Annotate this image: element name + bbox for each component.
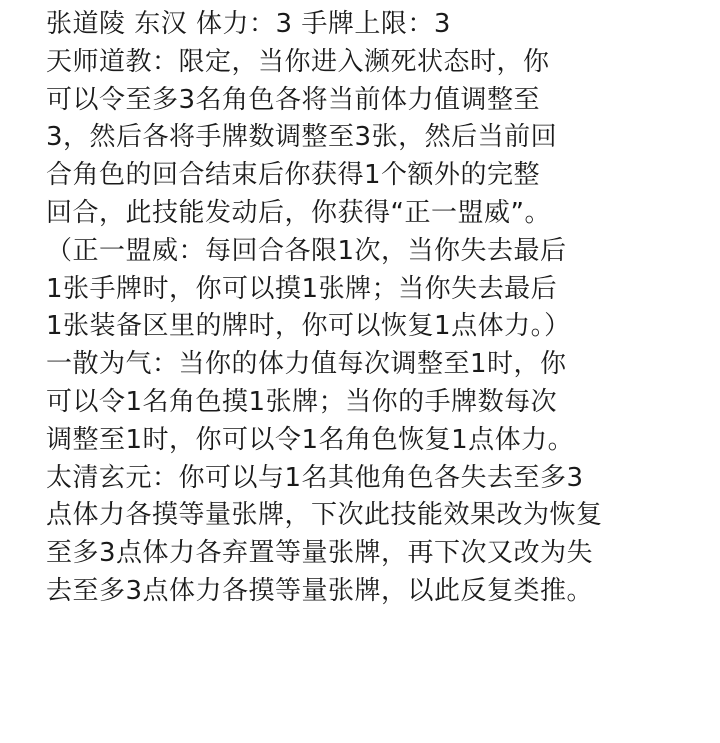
skill-zhengyi-line-3: 1张装备区里的牌时，你可以恢复1点体力。） bbox=[46, 311, 571, 342]
skill-yisan-line-2: 可以令1名角色摸1张牌；当你的手牌数每次 bbox=[46, 386, 558, 417]
skill-tianshi-line-1: 天师道教：限定，当你进入濒死状态时，你 bbox=[46, 46, 550, 77]
skill-taiqing-line-1: 太清玄元：你可以与1名其他角色各失去至多3 bbox=[46, 462, 584, 493]
skill-taiqing-line-4: 去至多3点体力各摸等量张牌，以此反复类推。 bbox=[46, 575, 594, 606]
skill-tianshi-line-2: 可以令至多3名角色各将当前体力值调整至 bbox=[46, 84, 541, 115]
general-header-line: 张道陵 东汉 体力：3 手牌上限：3 bbox=[46, 9, 451, 39]
skill-tianshi-line-4: 合角色的回合结束后你获得1个额外的完整 bbox=[46, 160, 541, 191]
skill-yisan-line-3: 调整至1时，你可以令1名角色恢复1点体力。 bbox=[46, 424, 575, 455]
skill-tianshi-line-3: 3，然后各将手牌数调整至3张，然后当前回 bbox=[46, 122, 558, 153]
skill-taiqing-line-3: 至多3点体力各弃置等量张牌，再下次又改为失 bbox=[46, 538, 594, 569]
general-card-text bbox=[46, 6, 706, 611]
skill-taiqing-line-2: 点体力各摸等量张牌，下次此技能效果改为恢复 bbox=[46, 500, 603, 531]
skill-zhengyi-line-1: （正一盟威：每回合各限1次，当你失去最后 bbox=[46, 235, 567, 266]
skill-yisan-line-1: 一散为气：当你的体力值每次调整至1时，你 bbox=[46, 349, 567, 380]
skill-tianshi-line-5: 回合，此技能发动后，你获得“正一盟威”。 bbox=[46, 197, 551, 228]
skill-zhengyi-line-2: 1张手牌时，你可以摸1张牌；当你失去最后 bbox=[46, 273, 558, 304]
